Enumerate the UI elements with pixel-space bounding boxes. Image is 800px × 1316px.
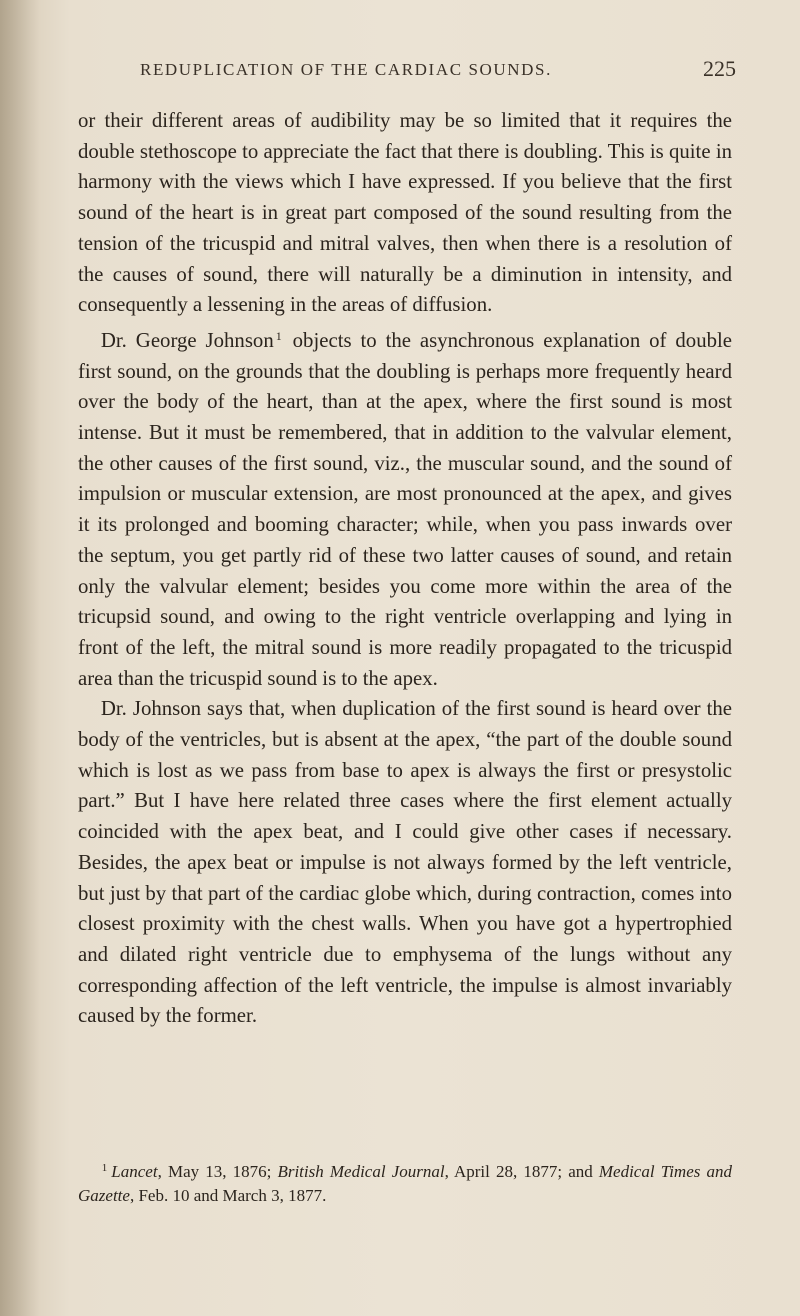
footnote-ref: 1 (275, 328, 282, 343)
footnote-mtg: Medical Times and Gazette (78, 1162, 732, 1205)
paragraph-2-rest: objects to the asynchronous explanation of double first sound, on the grounds that the doubling is perhaps more frequently heard over the body of the heart, than at the apex, where the first sound is most intense. But it must be remembered, that in addition to the valvular element, the other causes of the first sound, viz., the muscular sound, and the sound of impulsion or muscular extension, are most pronounced at the apex, and gives it its prolonged and booming character; while, when you pass inwards over the septum, you get partly rid of these two latter causes of sound, and retain only the valvular element; besides you come more within the area of the tricupsid sound, and owing to the right ventricle overlapping and lying in front of the left, the mitral sound is more readily propagated to the tricuspid area than the tricuspid sound is to the apex. (78, 328, 732, 690)
running-head: REDUPLICATION OF THE CARDIAC SOUNDS. (140, 60, 552, 79)
footnote-text-1: , May 13, 1876; (157, 1162, 278, 1181)
gutter-shadow (0, 0, 40, 1316)
paragraph-1: or their different areas of audibility may be so limited that it requires the double stethoscope to appreciate the fact that there is doubling. This is quite in harmony with the views which I have expressed. If you believe that the first sound of the heart is in great part composed of the sound resulting from the tension of the tricuspid and mitral valves, then when there is a resolution of the causes of sound, there will naturally be a diminution in intensity, and consequently a lessening in the areas of diffusion. (78, 109, 732, 317)
paragraph-2-start: Dr. George Johnson (100, 328, 274, 352)
body-text (78, 106, 732, 1032)
footnote (78, 1156, 732, 1208)
footnote-lancet: Lancet (111, 1162, 158, 1181)
footnote-bmj: British Medical Journal (277, 1162, 445, 1181)
paragraph-2 (78, 321, 732, 694)
footnote-text-3: , Feb. 10 and March 3, 1877. (129, 1186, 327, 1205)
footnote-text-2: , April 28, 1877; and (444, 1162, 599, 1181)
page-header (56, 56, 756, 86)
footnote-mark: 1 (101, 1162, 108, 1174)
paragraph-3: Dr. Johnson says that, when duplication of the first sound is heard over the body of the ventricles, but is absent at the apex, “the part of the double sound which is lost as we pass from base to apex is always the first or presystolic part.” But I have here related three cases where the first element actually coincided with the apex beat, and I could give other cases if necessary. Besides, the apex beat or impulse is not always formed by the left ventricle, but just by that part of the cardiac globe which, during contraction, comes into closest proximity with the chest walls. When you have got a hypertrophied and dilated right ventricle due to emphysema of the lungs without any corresponding affection of the left ventricle, the impulse is almost invariably caused by the former. (78, 697, 732, 1028)
page-number: 225 (703, 56, 736, 81)
